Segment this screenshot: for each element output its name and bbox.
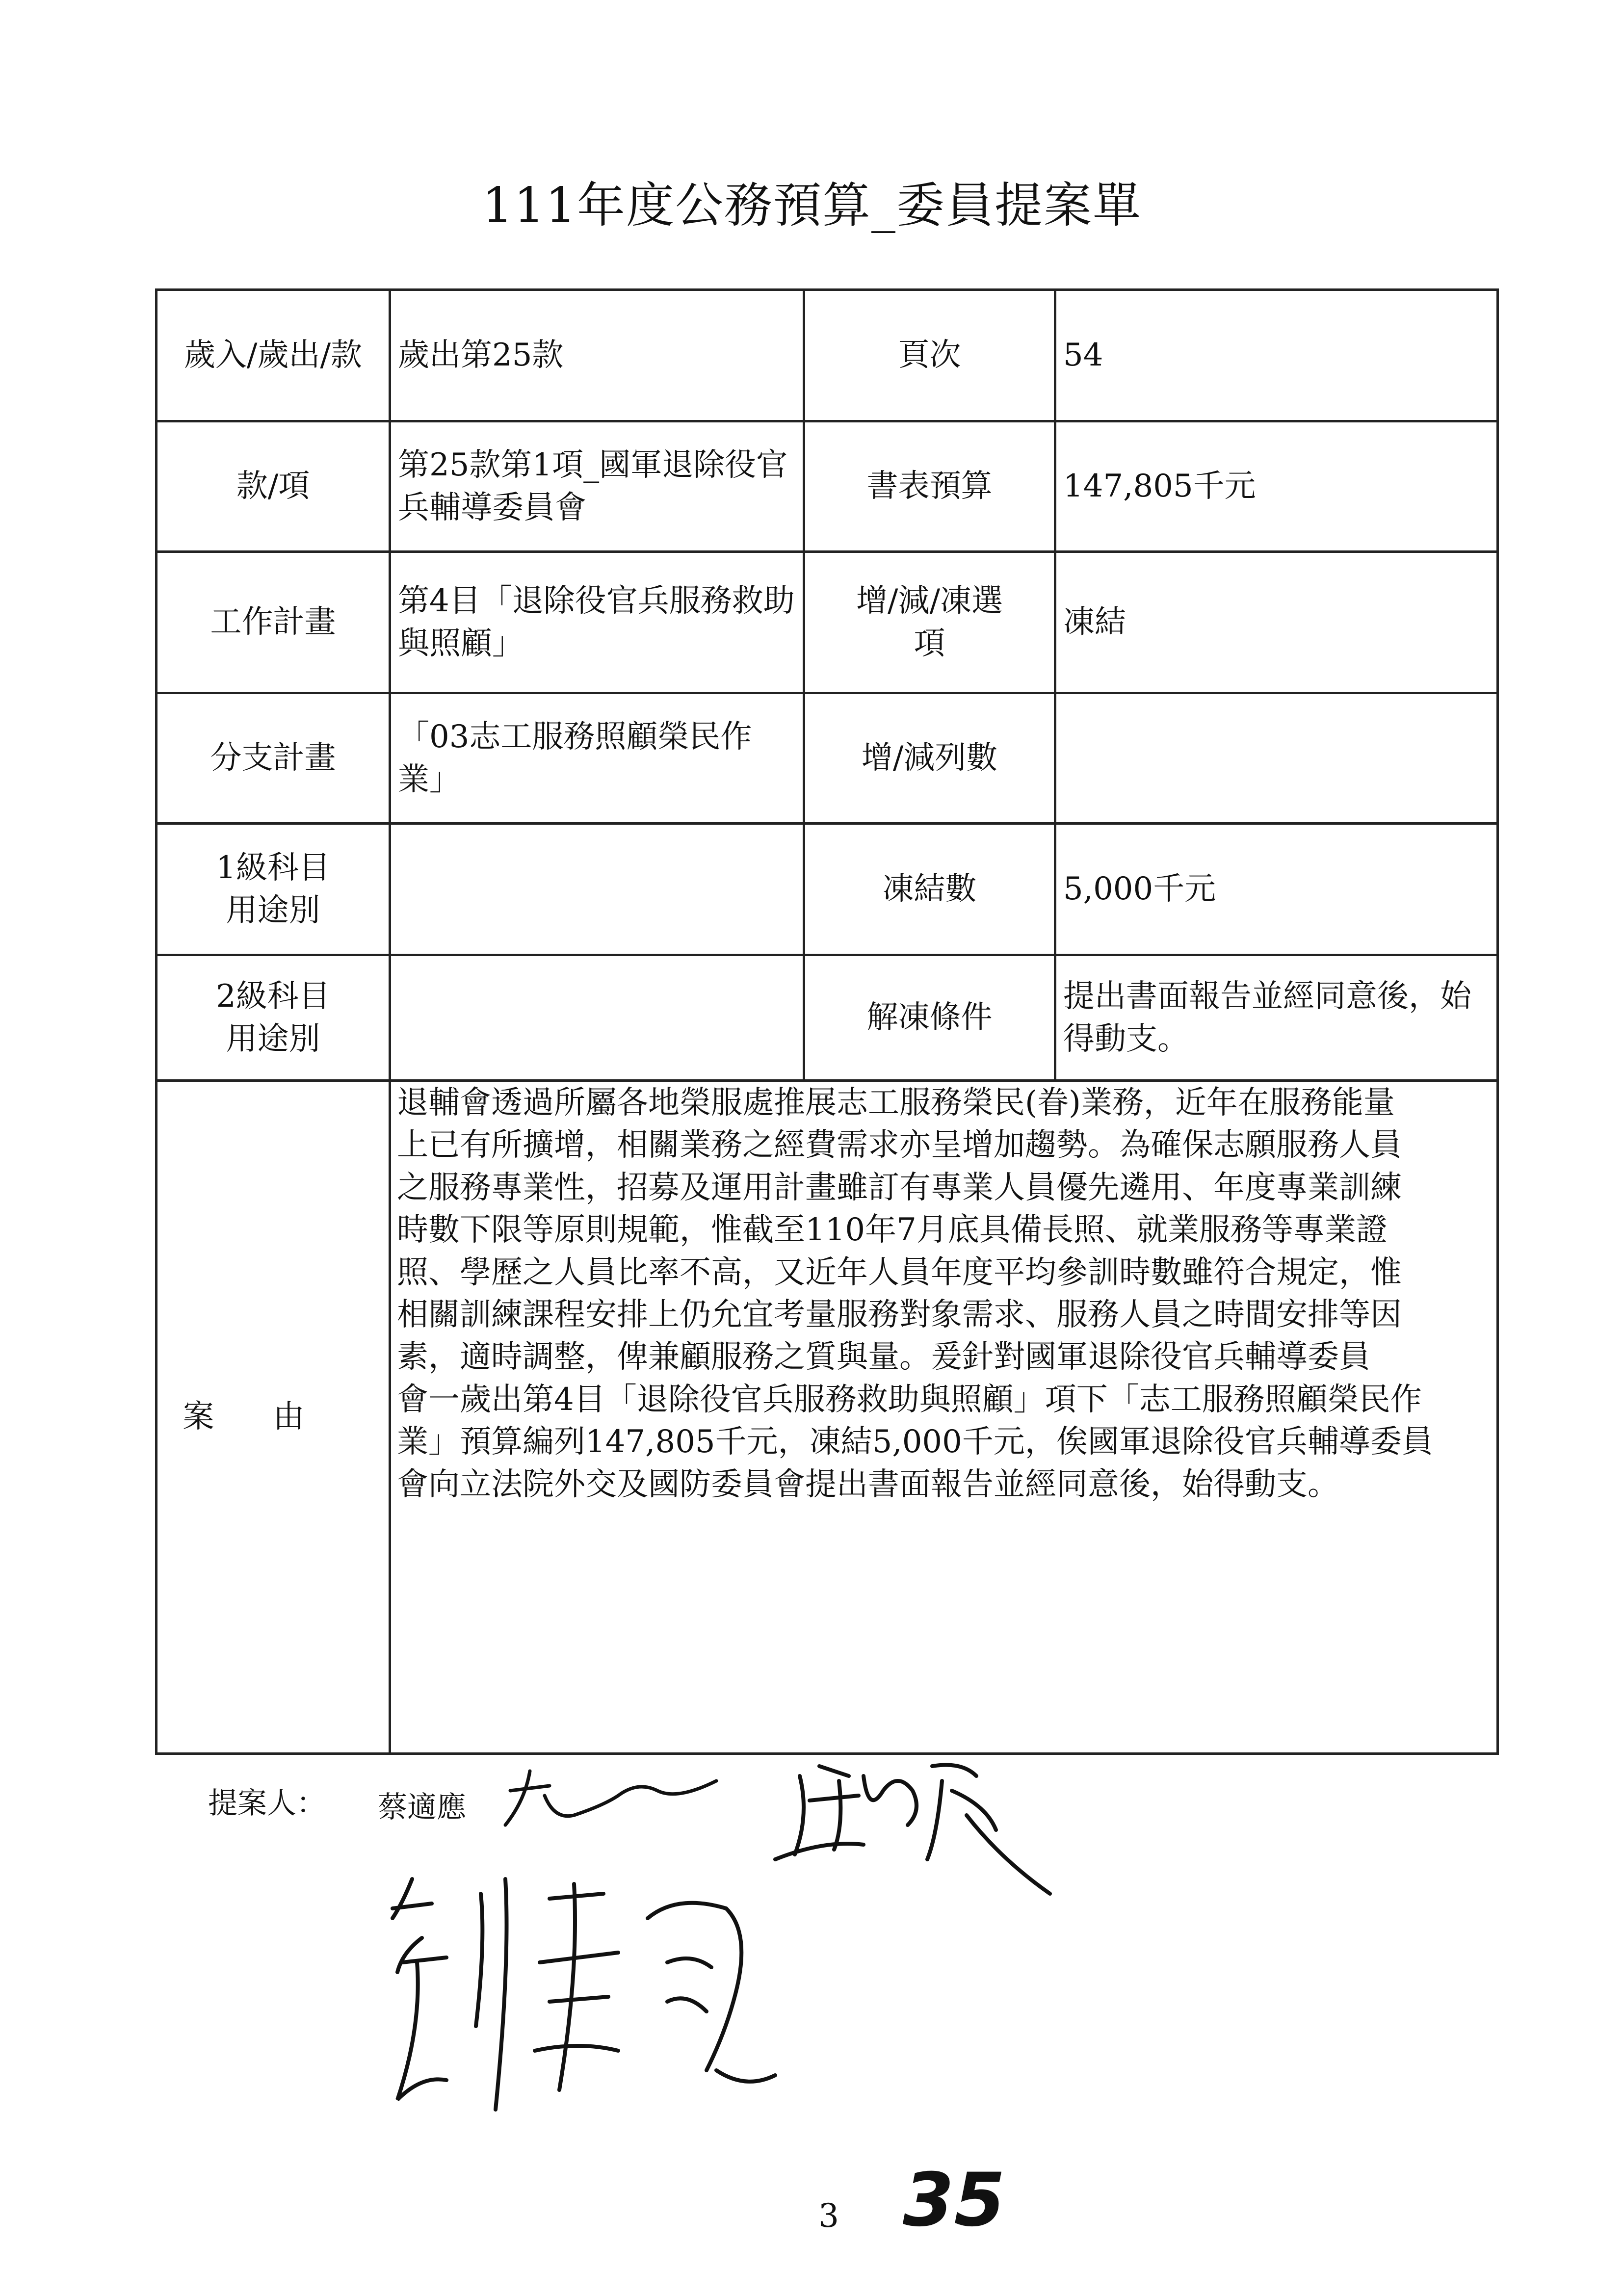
page-number: 3 bbox=[818, 2197, 839, 2235]
reason-text bbox=[390, 1081, 1498, 1754]
reason-line: 之服務專業性，招募及運用計畫雖訂有專業人員優先遴用、年度專業訓練 bbox=[397, 1169, 1402, 1206]
reason-line: 素，適時調整，俾兼顧服務之質與量。爰針對國軍退除役官兵輔導委員 bbox=[397, 1339, 1370, 1376]
reason-line: 時數下限等原則規範，惟截至110年7月底具備長照、就業服務等專業證 bbox=[397, 1212, 1388, 1249]
form-row-level1 bbox=[157, 824, 1498, 955]
value-section-item: 第25款第1項_國軍退除役官兵輔導委員會 bbox=[390, 421, 804, 552]
proposer-label: 提案人： bbox=[208, 1786, 326, 1821]
signature-liu bbox=[373, 1864, 795, 2139]
value-work-plan: 第4目「退除役官兵服務救助與照顧」 bbox=[390, 552, 804, 693]
label-section-item: 款/項 bbox=[157, 421, 390, 552]
form-row-reason bbox=[157, 1081, 1498, 1754]
label-level1-purpose: 1級科目用途別 bbox=[157, 824, 390, 955]
proposer-name: 蔡適應 bbox=[378, 1790, 466, 1825]
label-sub-plan: 分支計畫 bbox=[157, 693, 390, 824]
form-row-item bbox=[157, 421, 1498, 552]
value-freeze-amount: 5,000千元 bbox=[1055, 824, 1498, 955]
label-level2-purpose: 2級科目用途別 bbox=[157, 955, 390, 1081]
handwritten-page-number: 35 bbox=[903, 2158, 1005, 2243]
label-reason: 案由 bbox=[157, 1081, 390, 1754]
value-adjust-option: 凍結 bbox=[1055, 552, 1498, 693]
label-freeze-amount: 凍結數 bbox=[804, 824, 1055, 955]
reason-line: 會一歲出第4目「退除役官兵服務救助與照顧」項下「志工服務照顧榮民作 bbox=[397, 1381, 1422, 1418]
form-row-account bbox=[157, 290, 1498, 421]
signature-chao bbox=[765, 1747, 1070, 1923]
label-listed-budget: 書表預算 bbox=[804, 421, 1055, 552]
proposal-form-table bbox=[155, 288, 1499, 1755]
signature-tsai bbox=[491, 1761, 736, 1835]
reason-line: 照、學歷之人員比率不高，又近年人員年度平均參訓時數雖符合規定，惟 bbox=[397, 1254, 1402, 1291]
page-title: 111年度公務預算_委員提案單 bbox=[482, 178, 1142, 234]
label-unfreeze-condition: 解凍條件 bbox=[804, 955, 1055, 1081]
value-page: 54 bbox=[1055, 290, 1498, 421]
form-row-sub-plan bbox=[157, 693, 1498, 824]
reason-line: 相關訓練課程安排上仍允宜考量服務對象需求、服務人員之時間安排等因 bbox=[397, 1296, 1402, 1333]
form-row-level2 bbox=[157, 955, 1498, 1081]
label-adjust-option: 增/減/凍選項 bbox=[804, 552, 1055, 693]
value-adjust-amount bbox=[1055, 693, 1498, 824]
form-row-work-plan bbox=[157, 552, 1498, 693]
value-listed-budget: 147,805千元 bbox=[1055, 421, 1498, 552]
reason-line: 上已有所擴增，相關業務之經費需求亦呈增加趨勢。為確保志願服務人員 bbox=[397, 1127, 1402, 1164]
label-revenue-expense-section: 歲入/歲出/款 bbox=[157, 290, 390, 421]
value-revenue-expense-section: 歲出第25款 bbox=[390, 290, 804, 421]
label-page: 頁次 bbox=[804, 290, 1055, 421]
reason-line: 會向立法院外交及國防委員會提出書面報告並經同意後，始得動支。 bbox=[397, 1466, 1339, 1503]
reason-line: 退輔會透過所屬各地榮服處推展志工服務榮民(眷)業務，近年在服務能量 bbox=[397, 1085, 1395, 1121]
value-level2-purpose bbox=[390, 955, 804, 1081]
value-sub-plan: 「03志工服務照顧榮民作業」 bbox=[390, 693, 804, 824]
value-level1-purpose bbox=[390, 824, 804, 955]
label-work-plan: 工作計畫 bbox=[157, 552, 390, 693]
label-adjust-amount: 增/減列數 bbox=[804, 693, 1055, 824]
value-unfreeze-condition: 提出書面報告並經同意後，始得動支。 bbox=[1055, 955, 1498, 1081]
reason-line: 業」預算編列147,805千元，凍結5,000千元，俟國軍退除役官兵輔導委員 bbox=[397, 1424, 1433, 1461]
